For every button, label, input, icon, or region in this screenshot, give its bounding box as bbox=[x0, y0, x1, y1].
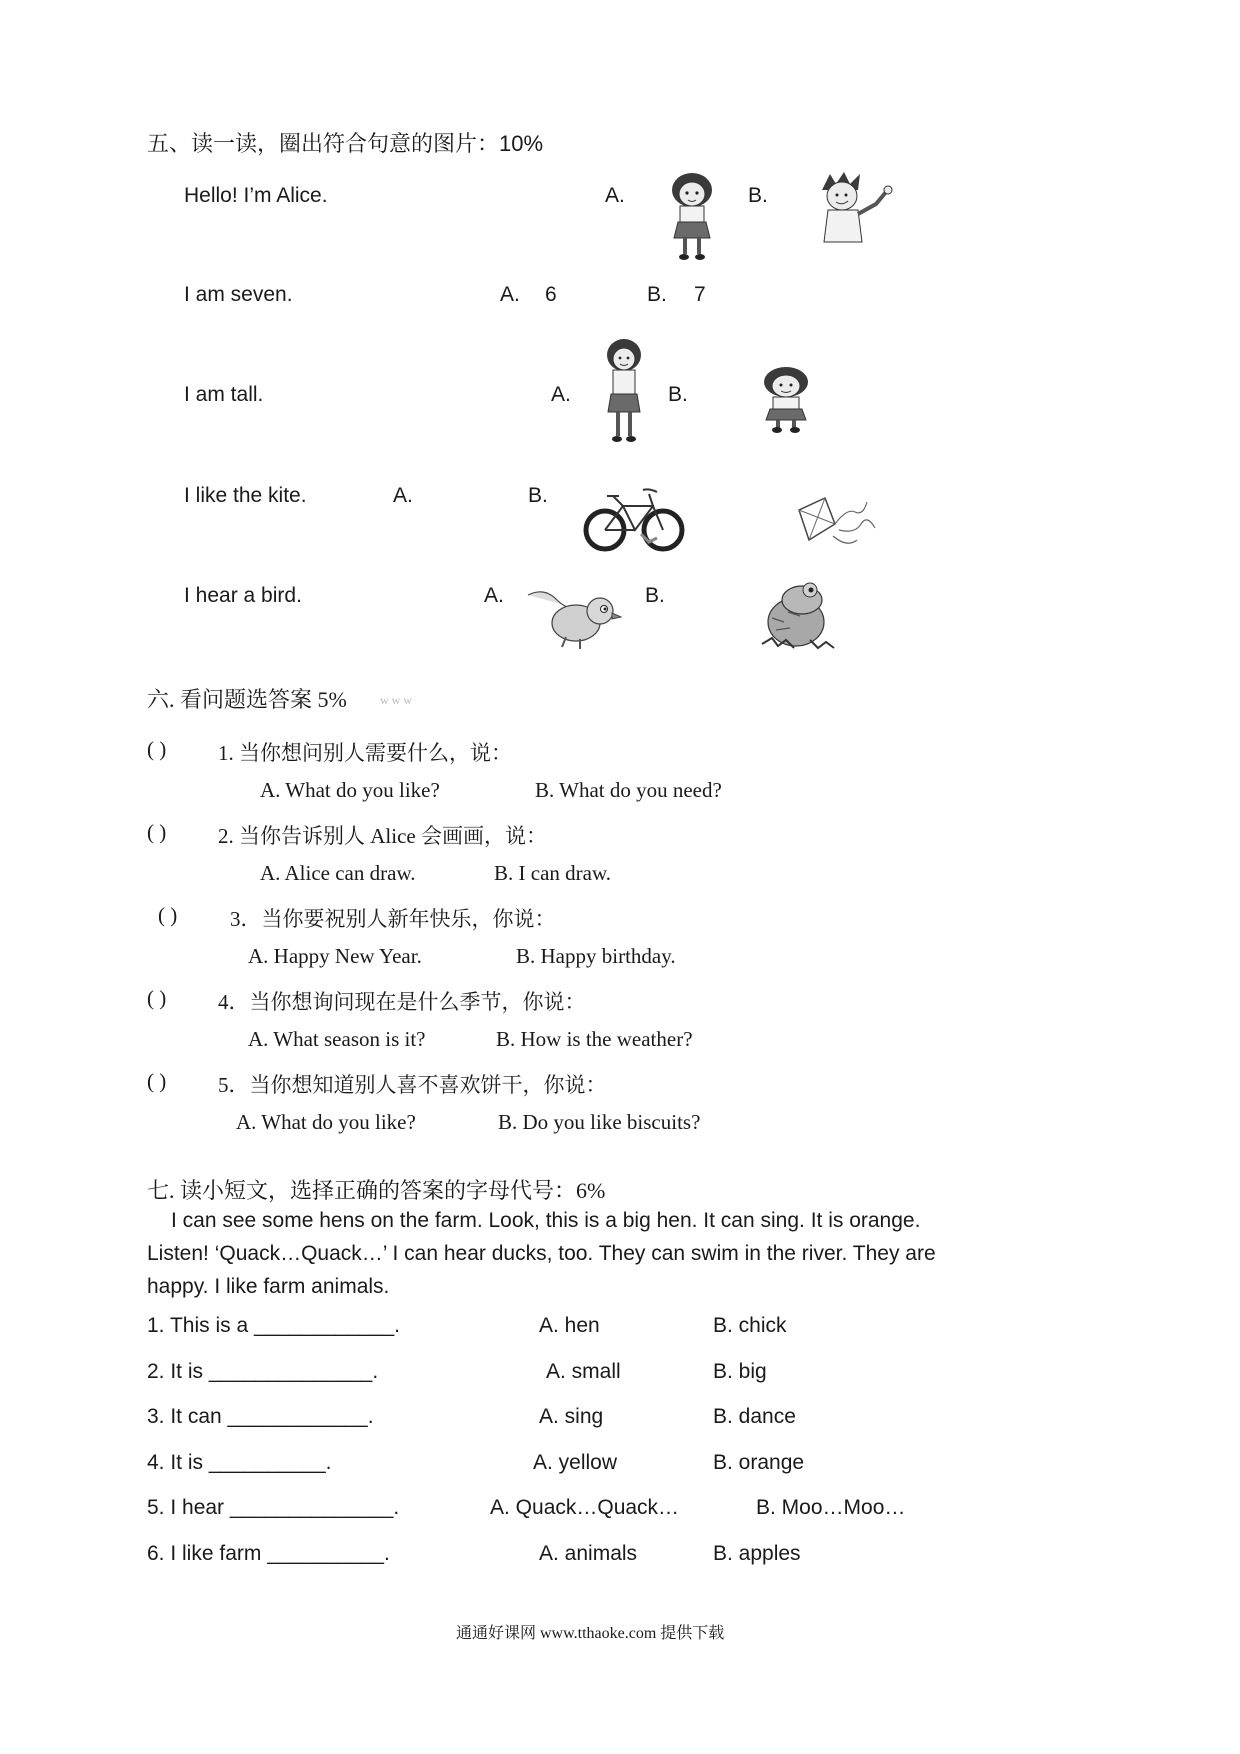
s6-q5-option-a: A. What do you like? bbox=[236, 1110, 416, 1134]
s5-q1-option-b[interactable]: B. bbox=[748, 184, 768, 207]
s5-q5-sentence: I hear a bird. bbox=[184, 584, 302, 607]
footer-source: 通通好课网 www.tthaoke.com 提供下载 bbox=[456, 1625, 725, 1642]
s6-q2-option-b: B. I can draw. bbox=[494, 861, 612, 885]
s7-q1-option-a: A. hen bbox=[539, 1314, 600, 1337]
s6-q1-prompt: 1. 当你想问别人需要什么，说： bbox=[218, 741, 512, 765]
s7-q4-option-a: A. yellow bbox=[533, 1451, 618, 1474]
s7-q6-stem[interactable]: 6. I like farm __________. bbox=[147, 1542, 390, 1565]
s5-q2-option-a-value: 6 bbox=[545, 283, 557, 306]
s7-passage-line-2: Listen! ‘Quack…Quack…’ I can hear ducks, too. They can swim in the river. They are bbox=[147, 1242, 936, 1265]
s7-q3-option-b: B. dance bbox=[713, 1405, 796, 1428]
s7-q4-option-b: B. orange bbox=[713, 1451, 805, 1474]
s5-q5-option-b[interactable]: B. bbox=[645, 584, 665, 607]
ghost-text: w w w bbox=[380, 693, 412, 707]
s5-q2-option-b-value: 7 bbox=[694, 283, 706, 306]
s7-q2-option-b: B. big bbox=[713, 1360, 767, 1383]
bird-illustration[interactable] bbox=[526, 585, 622, 651]
s7-passage-line-1: I can see some hens on the farm. Look, this is a big hen. It can sing. It is orange. bbox=[171, 1209, 921, 1232]
s7-q6-option-b: B. apples bbox=[713, 1542, 801, 1565]
s6-q2-prompt: 2. 当你告诉别人 Alice 会画画，说： bbox=[218, 824, 547, 848]
s6-q4-option-a: A. What season is it? bbox=[248, 1027, 426, 1051]
s5-q1-option-a[interactable]: A. bbox=[605, 184, 625, 207]
s5-q3-option-a[interactable]: A. bbox=[551, 383, 571, 406]
section-7-heading: 七. 读小短文，选择正确的答案的字母代号：6% bbox=[147, 1178, 606, 1203]
s6-q3-option-a: A. Happy New Year. bbox=[248, 944, 422, 968]
tall-girl-illustration[interactable] bbox=[601, 338, 647, 446]
boy-waving-illustration[interactable] bbox=[814, 170, 896, 246]
s6-q5-prompt: 5．当你想知道别人喜不喜欢饼干，你说： bbox=[218, 1073, 607, 1097]
frog-illustration[interactable] bbox=[758, 578, 838, 654]
s7-q5-stem[interactable]: 5. I hear ______________. bbox=[147, 1496, 400, 1519]
short-girl-illustration[interactable] bbox=[756, 366, 816, 434]
s6-q4-option-b: B. How is the weather? bbox=[496, 1027, 693, 1051]
girl-illustration[interactable] bbox=[662, 172, 722, 264]
s7-q2-option-a: A. small bbox=[546, 1360, 621, 1383]
section-5-heading: 五、读一读，圈出符合句意的图片：10% bbox=[147, 131, 544, 156]
s7-q5-option-a: A. Quack…Quack… bbox=[490, 1496, 680, 1519]
s6-q3-bracket[interactable]: ( ) bbox=[158, 903, 178, 927]
s6-q5-bracket[interactable]: ( ) bbox=[147, 1069, 167, 1093]
s7-q1-stem[interactable]: 1. This is a ____________. bbox=[147, 1314, 400, 1337]
s6-q1-option-a: A. What do you like? bbox=[260, 778, 440, 802]
s5-q4-option-a[interactable]: A. bbox=[393, 484, 413, 507]
s6-q3-prompt: 3．当你要祝别人新年快乐，你说： bbox=[230, 907, 556, 931]
s6-q2-bracket[interactable]: ( ) bbox=[147, 820, 167, 844]
s7-q3-stem[interactable]: 3. It can ____________. bbox=[147, 1405, 374, 1428]
bicycle-illustration[interactable] bbox=[583, 482, 685, 554]
s5-q3-sentence: I am tall. bbox=[184, 383, 264, 406]
s5-q1-sentence: Hello! I’m Alice. bbox=[184, 184, 328, 207]
s6-q1-option-b: B. What do you need? bbox=[535, 778, 722, 802]
s7-q6-option-a: A. animals bbox=[539, 1542, 638, 1565]
kite-illustration[interactable] bbox=[795, 494, 877, 550]
s5-q2-option-b[interactable]: B. bbox=[647, 283, 667, 306]
s5-q4-option-b[interactable]: B. bbox=[528, 484, 548, 507]
s5-q2-option-a[interactable]: A. bbox=[500, 283, 520, 306]
s6-q2-option-a: A. Alice can draw. bbox=[260, 861, 416, 885]
s7-q3-option-a: A. sing bbox=[539, 1405, 604, 1428]
s7-q1-option-b: B. chick bbox=[713, 1314, 787, 1337]
s5-q3-option-b[interactable]: B. bbox=[668, 383, 688, 406]
s6-q4-bracket[interactable]: ( ) bbox=[147, 986, 167, 1010]
section-6-heading: 六. 看问题选答案 5% bbox=[147, 687, 347, 712]
s6-q4-prompt: 4．当你想询问现在是什么季节，你说： bbox=[218, 990, 586, 1014]
s5-q5-option-a[interactable]: A. bbox=[484, 584, 504, 607]
s6-q1-bracket[interactable]: ( ) bbox=[147, 737, 167, 761]
s6-q5-option-b: B. Do you like biscuits? bbox=[498, 1110, 701, 1134]
s5-q2-sentence: I am seven. bbox=[184, 283, 293, 306]
s5-q4-sentence: I like the kite. bbox=[184, 484, 307, 507]
s7-q4-stem[interactable]: 4. It is __________. bbox=[147, 1451, 332, 1474]
s7-q2-stem[interactable]: 2. It is ______________. bbox=[147, 1360, 379, 1383]
s7-passage-line-3: happy. I like farm animals. bbox=[147, 1275, 390, 1298]
s6-q3-option-b: B. Happy birthday. bbox=[516, 944, 676, 968]
s7-q5-option-b: B. Moo…Moo… bbox=[756, 1496, 906, 1519]
